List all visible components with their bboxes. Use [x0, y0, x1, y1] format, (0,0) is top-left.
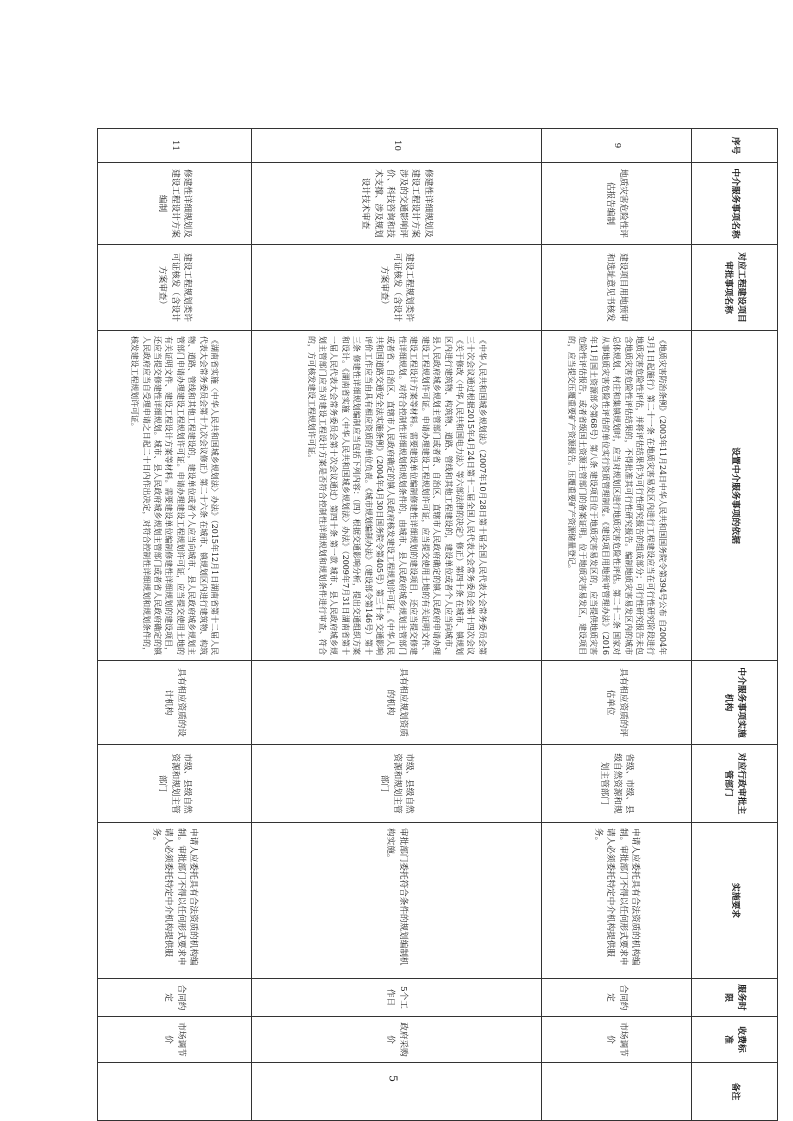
cell-institution: 具有相应规划资质的机构 — [252, 661, 542, 745]
cell-seq: 9 — [542, 129, 692, 163]
header-requirements: 实施要求 — [692, 823, 778, 979]
cell-approval: 建设工程规划类许可证核发（含设计方案审查） — [252, 245, 542, 331]
cell-institution: 具有相应资质的评估单位 — [542, 661, 692, 745]
header-seq: 序号 — [692, 129, 778, 163]
table-row — [98, 129, 252, 1121]
header-institution: 中介服务事项实施机构 — [692, 661, 778, 745]
cell-requirements: 申请人应委托具有合法资质的机构编制。审批部门不得以任何形式要求申请人必须委托特定中介机构提供服务。 — [98, 823, 252, 979]
header-remarks: 备注 — [692, 1063, 778, 1121]
page-number: 5 — [386, 1075, 400, 1082]
cell-seq: 10 — [252, 129, 542, 163]
cell-requirements: 申请人应委托具有合法资质的机构编制。审批部门不得以任何形式要求申请人必须委托特定中介机构提供服务。 — [542, 823, 692, 979]
cell-institution: 具有相应资质的设计机构 — [98, 661, 252, 745]
cell-item-name: 修建性详细规划及建设工程设计方案编制 — [98, 163, 252, 245]
cell-requirements: 审批部门委托符合条件的规划编制机构实施。 — [252, 823, 542, 979]
cell-dept: 市级、县级自然资源和规划主管部门 — [98, 745, 252, 823]
cell-approval: 建设项目用地预审和选址意见书核发 — [542, 245, 692, 331]
rotated-table-wrapper — [98, 128, 778, 1120]
intermediary-services-table — [97, 128, 778, 1121]
cell-fee-standard: 政府采购价 — [252, 1017, 542, 1063]
header-basis: 设置中介服务事项的依据 — [692, 331, 778, 661]
cell-item-name: 修建性详细规划及建设工程设计方案涉及的交通影响评价、科技咨询和技术支撑、涉及规划设计技术审查 — [252, 163, 542, 245]
cell-fee-standard: 市场调节价 — [98, 1017, 252, 1063]
table-row — [252, 129, 542, 1121]
cell-item-name: 地质灾害危险性评估报告编制 — [542, 163, 692, 245]
cell-time-limit: 5个工作日 — [252, 979, 542, 1017]
header-approval: 对应工程建设项目审批事项名称 — [692, 245, 778, 331]
cell-seq: 11 — [98, 129, 252, 163]
header-dept: 对应行政审批主管部门 — [692, 745, 778, 823]
cell-time-limit: 合同约定 — [98, 979, 252, 1017]
cell-basis: 《中华人民共和国城乡规划法》（2007年10月28日第十届全国人民代表大会常务委员会第三十次会议通过根据2015年4月24日第十二届全国人民代表大会常务委员会第十四次会议《关于修改〈中华人民共和国电力法〉等六部法律的决定》修正）第四十条 在城市、镇规划区内进行建筑物、构筑物、道路、管线和其他工程建设的，建设单位或者个人应当向城市、县人民政府城乡规划主管部门或者省、自治区、直辖市人民政府确定的镇人民政府申请办理建设工程规划许可证。申请办理建设工程规划许可证，应当提交使用土地的有关证明文件、建设工程设计方案等材料。需要建设单位编制修建性详细规划的建设项目，还应当提交修建性详细规划。对符合控制性详细规划和规划条件的，由城市、县人民政府城乡规划主管部门或者省、自治区、直辖市人民政府确定的镇人民政府核发建设工程规划许可证。《中华人民共和国道路交通安全法实施条例》（2004年4月30日国务院令第405号）第三十条 交通影响评价工作应当由具有相应资质的单位负责。《城市规划编制办法》（建设部令第146号）第十三条 修建性详细规划编制应当包括下列内容：（四）根据交通影响分析，提出交通组织方案和设计。《湖南省实施〈中华人民共和国城乡规划法〉办法》（2009年7月31日湖南省第十一届人民代表大会常务委员会第十次会议通过）第四十条 第一款 城市、县人民政府城乡规划主管部门应当对建设工程设计方案是否符合控制性详细规划和规划条件进行审查，符合的，方可核发建设工程规划许可证。 — [252, 331, 542, 661]
cell-approval: 建设工程规划类许可证核发（含设计方案审查） — [98, 245, 252, 331]
cell-basis: 《湖南省实施〈中华人民共和国城乡规划法〉办法》（2015年12月1日湖南省第十二届人民代表大会常务委员会第十九次会议修正）第二十六条 在城市、镇规划区内进行建筑物、构筑物、道路、管线和其他工程建设的，建设单位或者个人应当向城市、县人民政府城乡规划主管部门申请办理建设工程规划许可证。申请办理建设工程规划许可证，应当提交使用土地的有关证明文件、建设工程设计方案等材料。需要建设单位编制修建性详细规划的建设项目，还应当提交修建性详细规划。城市、县人民政府城乡规划主管部门或者省人民政府确定的镇人民政府应当自受理申请之日起二十日内作出决定，对符合控制性详细规划和规划条件的，核发建设工程规划许可证。 — [98, 331, 252, 661]
cell-fee-standard: 市场调节价 — [542, 1017, 692, 1063]
header-time-limit: 服务时限 — [692, 979, 778, 1017]
cell-time-limit: 合同约定 — [542, 979, 692, 1017]
cell-remarks — [98, 1063, 252, 1121]
cell-dept: 省级、市级、县级自然资源和规划主管部门 — [542, 745, 692, 823]
cell-dept: 市级、县级自然资源和规划主管部门 — [252, 745, 542, 823]
table-header-row — [692, 129, 778, 1121]
header-fee-standard: 收费标准 — [692, 1017, 778, 1063]
cell-basis: 《地质灾害防治条例》（2003年11月24日中华人民共和国国务院令第394号公布 自2004年3月1日起施行）第二十一条 在地质灾害易发区内进行工程建设应当在可行性研究阶段进行地质灾害危险性评估，并将评估结果作为可行性研究报告的组成部分；可行性研究报告未包含地质灾害危险性评估结果的，不得批准其可行性研究报告。编制地质灾害易发区内的城市总体规划、村庄和集镇规划时，应当对规划区进行地质灾害危险性评估。第二十二条 国家对从事地质灾害危险性评估的单位实行资质管理制度。《建设项目用地预审管理办法》（2016年11月国土资源部令第68号）第八条 建设项目位于地质灾害易发区的，应当提供地质灾害危险性评估报告，或者省级国土资源主管部门的备案证明。位于地质灾害易发区，建设项目的，应当提交压覆重要矿产资源报告。压覆重要矿产资源储量登记。 — [542, 331, 692, 661]
table-row — [542, 129, 692, 1121]
cell-remarks — [542, 1063, 692, 1121]
header-item-name: 中介服务事项名称 — [692, 163, 778, 245]
